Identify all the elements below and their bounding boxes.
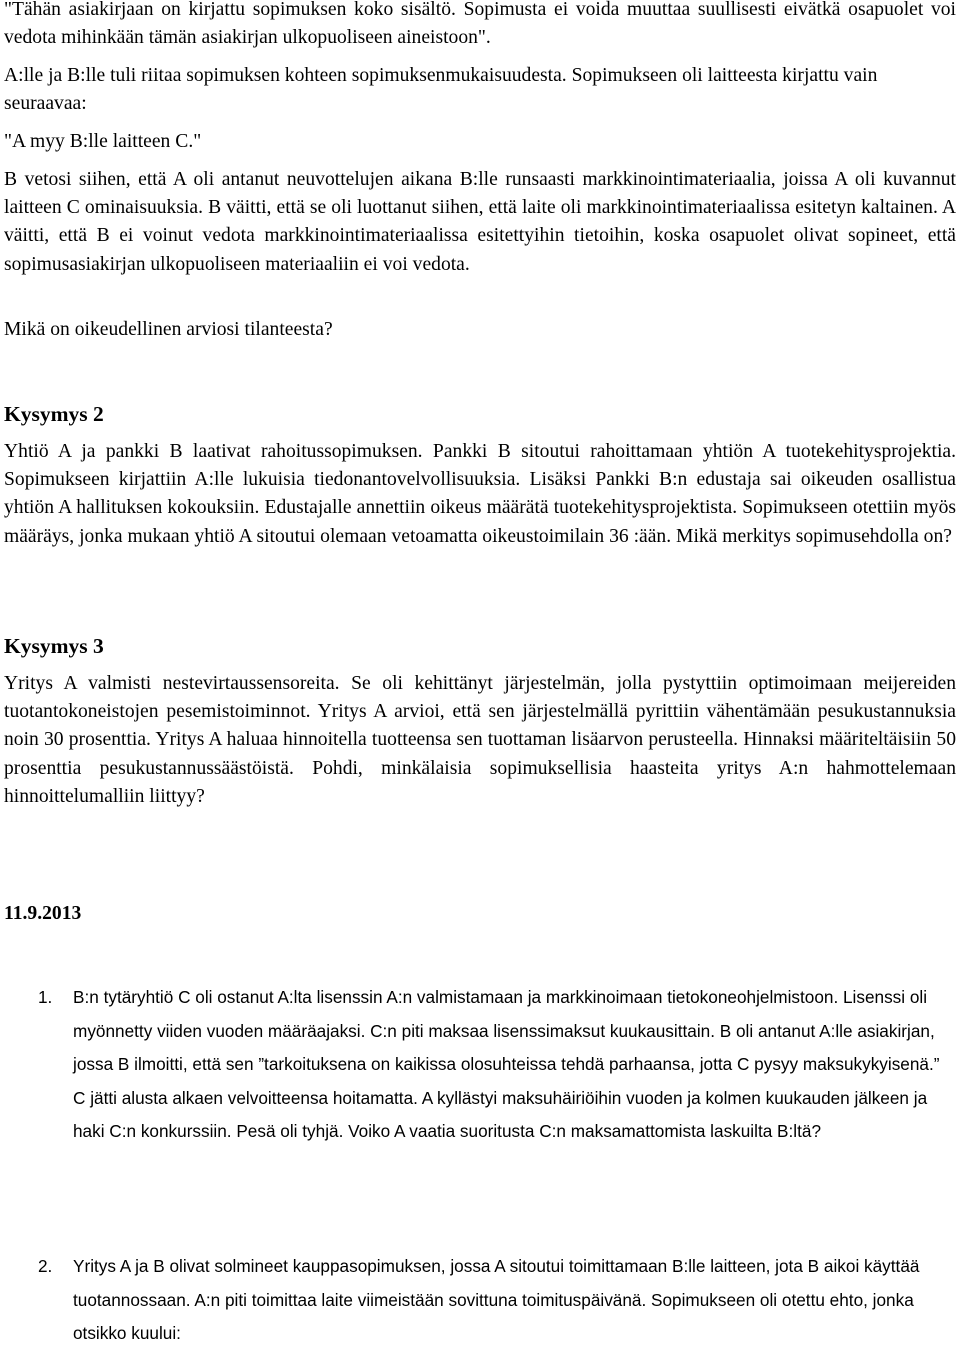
question-3-heading: Kysymys 3 [4,634,104,658]
intro-question: Mikä on oikeudellinen arviosi tilanteesta? [4,319,333,340]
list-item [38,1250,954,1351]
intro-paragraph-4: B vetosi siihen, että A oli antanut neuvottelujen aikana B:lle runsaasti markkinointimateriaalia, joissa A oli kuvannut laitteen C ominaisuuksia. B väitti, että se oli luottanut siihen, että laite oli markkinointimateriaalissa esitetyn kaltainen. A väitti, että B ei voinut vedota markkinointimateriaalissa esitettyihin tietoihin, koska osapuolet olivat sopineet, että sopimusasiakirjan ulkopuoliseen materiaaliin ei voi vedota. [4,169,956,275]
intro-paragraph-1: "Tähän asiakirjaan on kirjattu sopimuksen koko sisältö. Sopimusta ei voida muuttaa suullisesti eivätkä osapuolet voi vedota mihinkään tämän asiakirjan ulkopuoliseen aineistoon". [4,0,956,49]
question-2-heading: Kysymys 2 [4,402,104,426]
question-3-text: Yritys A valmisti nestevirtaussensoreita. Se oli kehittänyt järjestelmän, jolla pystyttiin optimoimaan meijereiden tuotantokoneistojen pesemistoiminnot. Yritys A arvioi, että sen järjestelmällä pyrittiin vähentämään pesukustannuksia noin 30 prosenttia. Yritys A haluaa hinnoitella tuotteensa sen tuottaman lisäarvon perusteella. Hinnaksi määriteltäisiin 50 prosenttia pesukustannussäästöistä. Pohdi, minkälaisia sopimuksellisia haasteita yritys A:n hahmottelemaan hinnoittelumalliin liittyy? [4,673,956,807]
list-item [38,981,954,1149]
intro-quote: "A myy B:lle laitteen C." [4,131,202,152]
list-item-text: B:n tytäryhtiö C oli ostanut A:lta lisenssin A:n valmistamaan ja markkinoimaan tietokoneohjelmistoon. Lisenssi oli myönnetty viiden vuoden määräajaksi. C:n piti maksaa lisenssimaksut kuukausittain. B oli antanut A:lle asiakirjan, jossa B ilmoitti, että sen ”tarkoituksena on kaikissa olosuhteissa tehdä parhaansa, jotta C pysyy maksukykyisenä.” C jätti alusta alkaen velvoitteensa hoitamatta. A kyllästyi maksuhäiriöihin vuoden ja kolmen kuukauden jälkeen ja haki C:n konkurssiin. Pesä oli tyhjä. Voiko A vaatia suoritusta C:n maksamattomista laskuilta B:ltä? [73,987,940,1142]
intro-paragraph-2: A:lle ja B:lle tuli riitaa sopimuksen kohteen sopimuksenmukaisuudesta. Sopimukseen oli laitteesta kirjattu vain seuraavaa: [4,65,878,115]
list-item-number: 1. [38,987,53,1007]
question-2-text: Yhtiö A ja pankki B laativat rahoitussopimuksen. Pankki B sitoutui rahoittamaan yhtiön A tuotekehitysprojektia. Sopimukseen kirjattiin A:lle lukuisia tiedonantovelvollisuuksia. Lisäksi Pankki B:n edustaja sai oikeuden osallistua yhtiön A hallituksen kokouksiin. Edustajalle annettiin oikeus määrätä tuotekehitysprojektista. Sopimukseen otettiin myös määräys, jonka mukaan yhtiö A sitoutui olemaan vetoamatta oikeustoimilain 36 :ään. Mikä merkitys sopimusehdolla on? [4,441,956,547]
list-item-number: 2. [38,1256,53,1276]
exam-date: 11.9.2013 [4,903,82,924]
list-item-text: Yritys A ja B olivat solmineet kauppasopimuksen, jossa A sitoutui toimittamaan B:lle laitteen, jota B aikoi käyttää tuotannossaan. A:n piti toimittaa laite viimeistään sovittuna toimituspäivänä. Sopimukseen oli otettu ehto, jonka otsikko kuului: [73,1256,920,1344]
